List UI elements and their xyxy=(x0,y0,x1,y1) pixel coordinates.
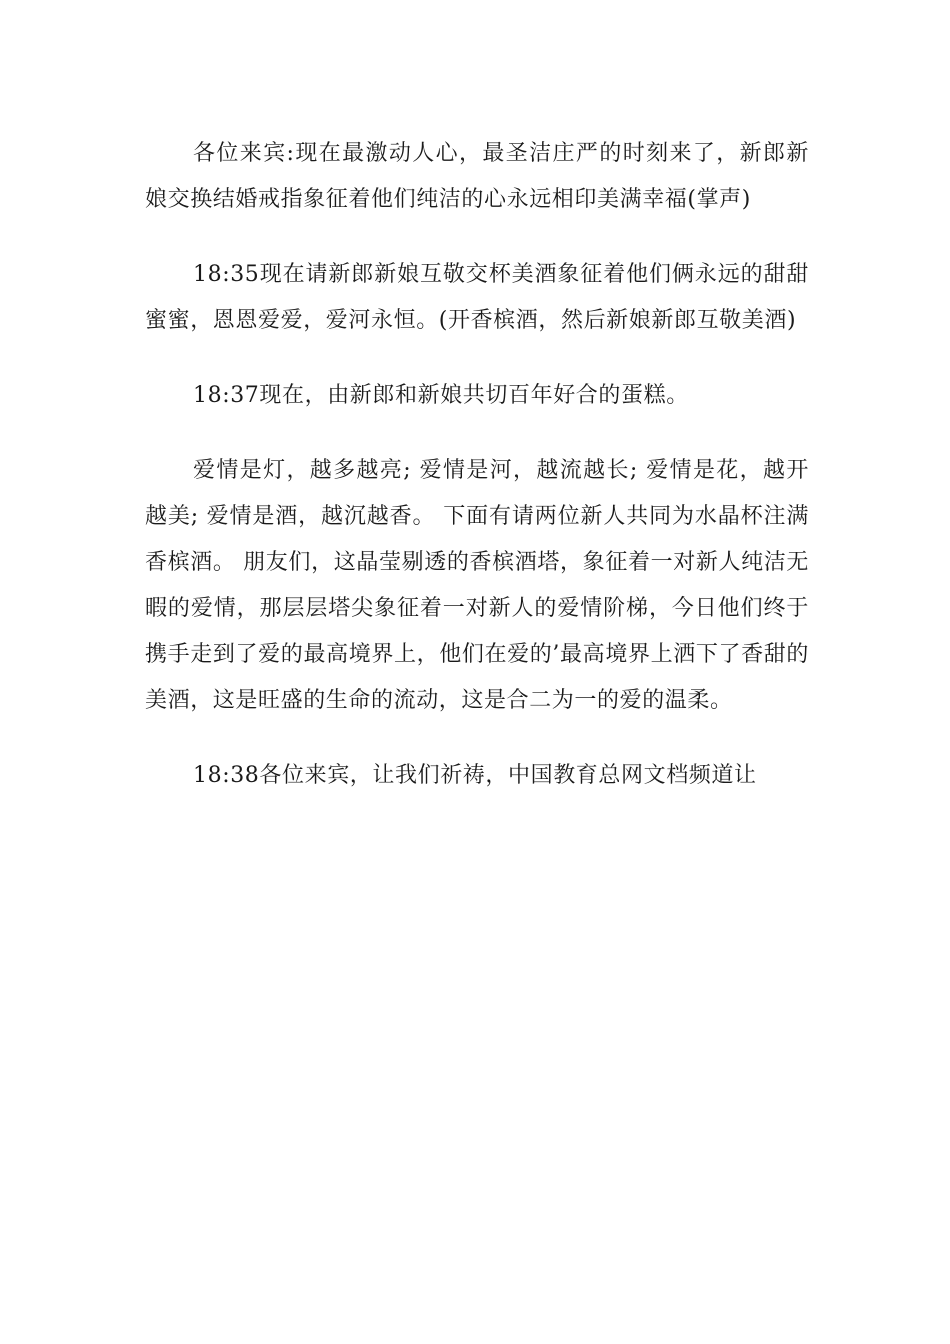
document-body xyxy=(145,131,809,799)
paragraph-toast: 18:35现在请新郎新娘互敬交杯美酒象征着他们俩永远的甜甜蜜蜜，恩恩爱爱，爱河永恒。(开香槟酒，然后新娘新郎互敬美酒) xyxy=(145,262,809,333)
paragraph-prayer: 18:38各位来宾，让我们祈祷，中国教育总网文档频道让 xyxy=(193,763,757,788)
paragraph-champagne-tower: 爱情是灯，越多越亮; 爱情是河，越流越长; 爱情是花，越开越美; 爱情是酒，越沉越香。 下面有请两位新人共同为水晶杯注满香槟酒。 朋友们，这晶莹剔透的香槟酒塔，象征着一对新人纯洁无暇的爱情，那层层塔尖象征着一对新人的爱情阶梯，今日他们终于携手走到了爱的最高境界上，他们在爱的’最高境界上洒下了香甜的美酒，这是旺盛的生命的流动，这是合二为一的爱的温柔。 xyxy=(145,458,809,713)
paragraph-ring-exchange: 各位来宾:现在最激动人心，最圣洁庄严的时刻来了，新郎新娘交换结婚戒指象征着他们纯洁的心永远相印美满幸福(掌声) xyxy=(145,141,809,212)
paragraph-cake: 18:37现在，由新郎和新娘共切百年好合的蛋糕。 xyxy=(193,383,689,408)
